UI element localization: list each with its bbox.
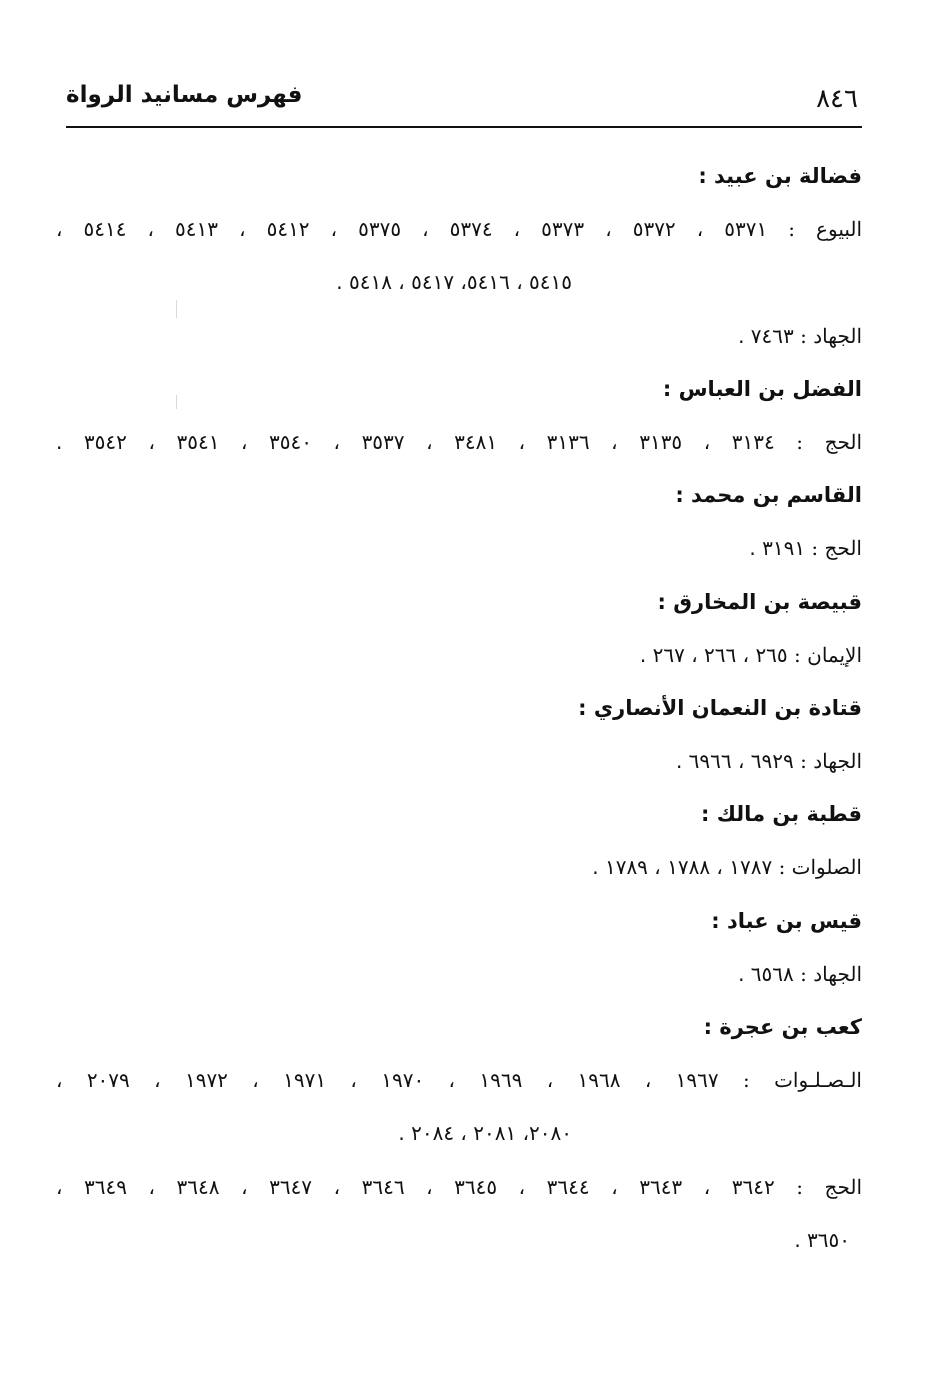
book-name: الحج : [796,1174,862,1199]
reference-line [56,310,862,363]
book-name: الـصـلـوات : [742,1068,862,1093]
reference-line [56,948,862,1001]
narrator-name: قتادة بن النعمان الأنصاري : [578,695,862,720]
header-rule [66,126,862,128]
narrator-name: قبيصة بن المخارق : [657,589,862,614]
book-name: الحج : [811,536,862,561]
narrator-name: قيس بن عباد : [711,908,862,933]
hadith-numbers: ٣٦٤٢ ، ٣٦٤٣ ، ٣٦٤٤ ، ٣٦٤٥ ، ٣٦٤٦ ، ٣٦٤٧ ، ٣٦٤٨ ، ٣٦٤٩ ، [56,1174,775,1199]
book-name: الإيمان : [794,642,862,667]
hadith-numbers: ٦٩٢٩ ، ٦٩٦٦ . [675,749,794,774]
reference-line [56,841,862,894]
narrator-name: الفضل بن العباس : [662,376,862,401]
book-name: البيوع : [788,217,862,242]
hadith-numbers: ٣٦٥٠ . [794,1227,850,1252]
reference-line [56,1161,862,1214]
narrator-name: القاسم بن محمد : [675,483,862,508]
book-name: الجهاد : [800,749,862,774]
hadith-numbers: ٣١٩١ . [749,536,806,561]
reference-line-continued [56,1107,862,1160]
hadith-numbers: ١٩٦٧ ، ١٩٦٨ ، ١٩٦٩ ، ١٩٧٠ ، ١٩٧١ ، ١٩٧٢ ، ٢٠٧٩ ، [56,1068,719,1093]
reference-line [56,1054,862,1107]
narrator-name: قطبة بن مالك : [701,802,862,827]
narrator-name: فضالة بن عبيد : [698,164,862,188]
hadith-numbers: ٥٣٧١ ، ٥٣٧٢ ، ٥٣٧٣ ، ٥٣٧٤ ، ٥٣٧٥ ، ٥٤١٢ ، ٥٤١٣ ، ٥٤١٤ ، [56,217,768,242]
hadith-numbers: ٢٠٨٠، ٢٠٨١ ، ٢٠٨٤ . [398,1121,572,1146]
reference-line [56,629,862,682]
hadith-numbers: ٢٦٥ ، ٢٦٦ ، ٢٦٧ . [639,642,788,667]
book-name: الجهاد : [800,323,862,348]
book-name: الجهاد : [800,961,862,986]
hadith-numbers: ٦٥٦٨ . [738,961,794,986]
reference-line-continued [56,1214,862,1267]
reference-line [56,416,862,469]
reference-line [56,522,862,575]
reference-line-continued [56,256,862,309]
reference-line [56,203,862,256]
reference-line [56,735,862,788]
hadith-numbers: ٥٤١٥ ، ٥٤١٦، ٥٤١٧ ، ٥٤١٨ . [336,270,572,295]
narrator-name: كعب بن عجرة : [703,1015,862,1039]
hadith-numbers: ٧٤٦٣ . [738,323,794,348]
page-header [66,78,862,118]
book-name: الصلوات : [778,855,862,880]
running-title: فهرس مسانيد الرواة [66,82,303,108]
narrator-index [56,150,862,1267]
hadith-numbers: ١٧٨٧ ، ١٧٨٨ ، ١٧٨٩ . [592,855,773,880]
book-name: الحج : [796,429,862,454]
page-number: ٨٤٦ [816,84,858,114]
hadith-numbers: ٣١٣٤ ، ٣١٣٥ ، ٣١٣٦ ، ٣٤٨١ ، ٣٥٣٧ ، ٣٥٤٠ ، ٣٥٤١ ، ٣٥٤٢ . [56,429,775,454]
